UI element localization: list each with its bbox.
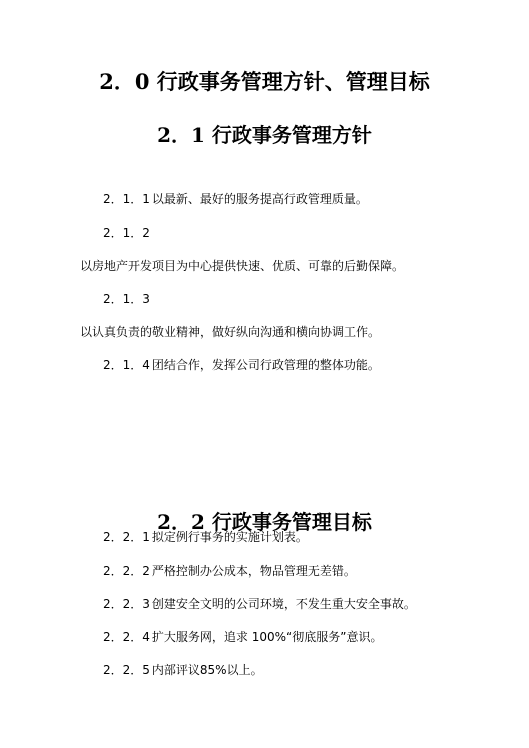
goal-item-text: 内部评议85%以上。 xyxy=(151,663,263,677)
policy-item-number: 2．1．3 xyxy=(103,292,150,306)
policy-item-1 xyxy=(103,192,368,206)
goal-item-number: 2．2．4 xyxy=(103,630,150,644)
policy-item-text: 团结合作，发挥公司行政管理的整体功能。 xyxy=(151,358,380,372)
goal-item-number: 2．2．2 xyxy=(103,564,150,578)
section-heading-2-0: 2．0 行政事务管理方针、管理目标 xyxy=(99,69,430,94)
policy-item-4 xyxy=(103,358,380,372)
goal-item-number: 2．2．5 xyxy=(103,663,150,677)
goal-item-1 xyxy=(103,530,308,544)
goal-item-4 xyxy=(103,630,382,644)
goal-item-2 xyxy=(103,564,356,578)
goal-item-text: 拟定例行事务的实施计划表。 xyxy=(151,530,308,544)
goal-item-number: 2．2．1 xyxy=(103,530,150,544)
policy-item-number: 2．1．2 xyxy=(103,226,150,240)
policy-item-text: 以最新、最好的服务提高行政管理质量。 xyxy=(151,192,368,206)
goal-item-text: 严格控制办公成本，物品管理无差错。 xyxy=(151,564,356,578)
policy-item-text: 以房地产开发项目为中心提供快速、优质、可靠的后勤保障。 xyxy=(80,259,405,273)
goal-item-5 xyxy=(103,663,263,677)
policy-item-text: 以认真负责的敬业精神，做好纵向沟通和横向协调工作。 xyxy=(80,325,381,339)
goal-item-text: 创建安全文明的公司环境，不发生重大安全事故。 xyxy=(151,597,416,611)
section-heading-2-1: 2．1 行政事务管理方针 xyxy=(157,123,372,147)
goal-item-3 xyxy=(103,597,416,611)
goal-item-text: 扩大服务网，追求 100%“彻底服务”意识。 xyxy=(151,630,383,644)
section-heading-2-2: 2．2 行政事务管理目标 xyxy=(157,510,372,534)
goal-item-number: 2．2．3 xyxy=(103,597,150,611)
policy-item-number: 2．1．1 xyxy=(103,192,150,206)
policy-item-number: 2．1．4 xyxy=(103,358,150,372)
